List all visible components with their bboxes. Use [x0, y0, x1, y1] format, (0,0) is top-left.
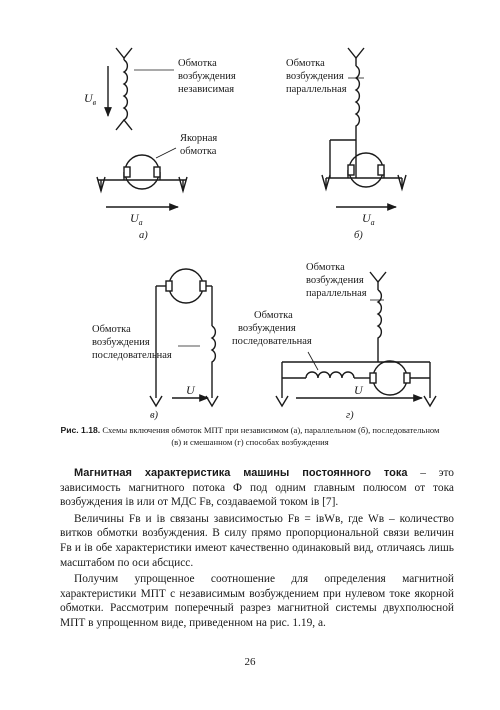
a-armature-label-2: обмотка [180, 146, 217, 157]
b-winding-label-1: Обмотка [286, 58, 325, 69]
paragraph-1 [60, 466, 454, 510]
series-coil-g [306, 372, 354, 378]
v-tag: в) [150, 410, 159, 421]
g-series-label-3: последовательная [232, 336, 312, 347]
paragraph-3: Получим упрощенное соотношение для определения магнитной характеристики МПТ с независимым возбуждением при нулевом токе якорной обмотки. Рассмотрим поперечный разрез магнитной системы двухполюсной МПТ в упрощенном виде, приведенном на рис. 1.19, а. [60, 573, 454, 629]
armature-v [169, 269, 203, 303]
paragraph-2: Величины Fв и iв связаны зависимостью Fв = iвWв, где Wв – количество витков обмотки возбуждения. В силу прямо пропорциональной связи величин Fв и iв обе характеристики имеют качественно одинаковый вид, отличаясь лишь масштабом по оси абсцисс. [60, 512, 454, 569]
g-parallel-label-2: возбуждения [306, 275, 364, 286]
g-parallel-label-3: параллельная [306, 288, 367, 299]
v-u: U [186, 383, 195, 397]
field-coil-b [356, 66, 359, 140]
armature-g [373, 361, 407, 395]
term-magnetic-characteristic: Магнитная характеристика машины постоянного тока [74, 467, 408, 479]
page-number: 26 [244, 656, 256, 668]
v-winding-label-2: возбуждения [92, 337, 150, 348]
g-u: U [354, 383, 363, 397]
v-winding-label-3: последовательная [92, 350, 172, 361]
caption-text: Схемы включения обмоток МПТ при независимом (а), параллельном (б), последовательном (в) и смешанном (г) способах возбуждения [102, 425, 440, 447]
g-series-label-2: возбуждения [238, 323, 296, 334]
paragraph-1-text: – это зависимость магнитного потока Ф под одним главным полюсом от тока возбуждения iв или от МДС Fв, создаваемой током iв [7]. [60, 467, 455, 509]
a-winding-label-1: Обмотка [178, 58, 217, 69]
a-winding-label-3: независимая [178, 84, 235, 95]
b-tag: б) [354, 230, 363, 241]
field-coil-a [124, 60, 127, 120]
caption-label: Рис. 1.18. [60, 425, 101, 435]
a-armature-label-1: Якорная [180, 133, 218, 144]
figure-caption [60, 425, 440, 448]
b-u-arm: $U_a$ [362, 211, 375, 227]
diagram-a [97, 48, 187, 207]
b-winding-label-3: параллельная [286, 84, 347, 95]
g-series-label-1: Обмотка [254, 310, 293, 321]
body-text [60, 466, 454, 633]
a-u-arm: $U_a$ [130, 211, 143, 227]
g-tag: г) [346, 410, 354, 421]
g-parallel-label-1: Обмотка [306, 262, 345, 273]
a-tag: а) [139, 230, 148, 241]
diagram-v [150, 269, 218, 406]
v-winding-label-1: Обмотка [92, 324, 131, 335]
parallel-coil-g [378, 290, 381, 350]
a-winding-label-2: возбуждения [178, 71, 236, 82]
a-u-field: $U_в$ [84, 91, 97, 107]
series-coil-v [212, 326, 215, 374]
b-winding-label-2: возбуждения [286, 71, 344, 82]
